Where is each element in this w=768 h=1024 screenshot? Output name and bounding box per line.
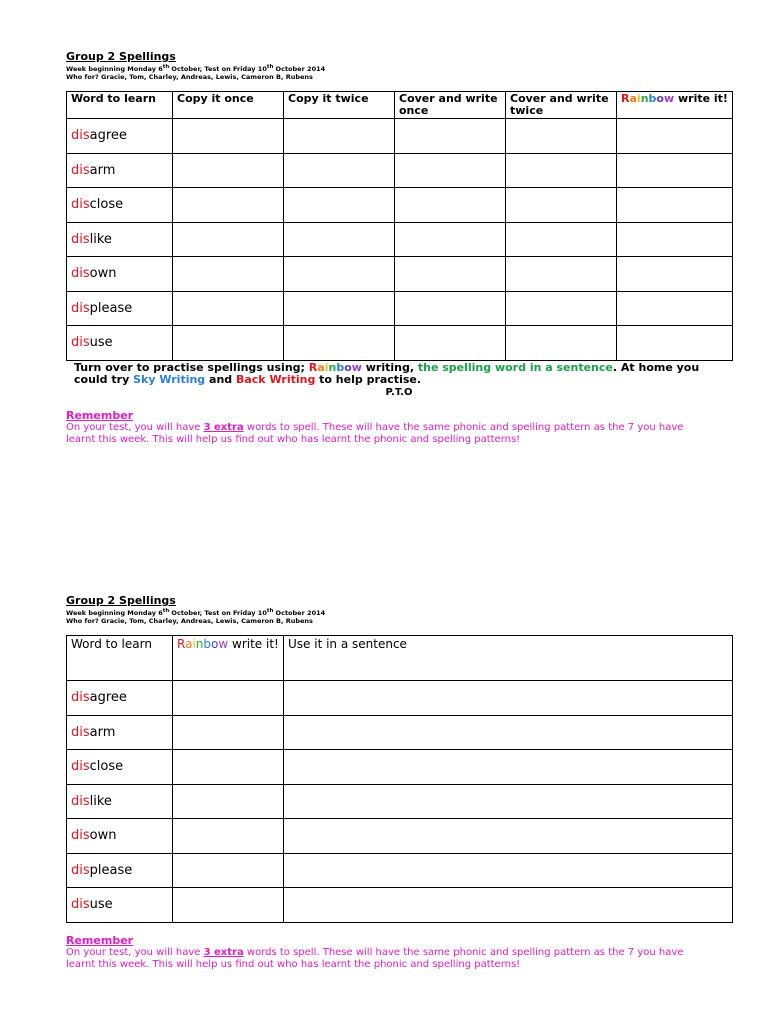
sheet-top <box>66 50 732 446</box>
remember-heading: Remember <box>66 408 134 422</box>
answer-cell[interactable] <box>173 222 284 257</box>
header-word-to-learn: Word to learn <box>67 92 173 119</box>
answer-cell[interactable] <box>506 257 617 292</box>
answer-cell[interactable] <box>173 291 284 326</box>
answer-cell[interactable] <box>173 819 284 854</box>
word-stem: use <box>89 335 113 351</box>
answer-cell[interactable] <box>395 291 506 326</box>
word-stem: arm <box>89 162 116 178</box>
sheet-bottom <box>66 594 732 971</box>
spelling-word <box>67 681 173 716</box>
word-row <box>67 681 733 716</box>
answer-cell[interactable] <box>284 715 733 750</box>
answer-cell[interactable] <box>284 888 733 923</box>
word-prefix: dis <box>71 197 90 213</box>
spelling-table-1 <box>66 91 733 361</box>
answer-cell[interactable] <box>284 784 733 819</box>
table-header-row <box>67 92 733 119</box>
word-stem: agree <box>89 128 127 144</box>
answer-cell[interactable] <box>395 326 506 361</box>
header-use-in-sentence: Use it in a sentence <box>284 636 733 681</box>
remember-note <box>66 410 732 446</box>
answer-cell[interactable] <box>173 853 284 888</box>
sky-writing: Sky Writing <box>133 372 206 386</box>
word-prefix: dis <box>71 828 90 844</box>
answer-cell[interactable] <box>284 681 733 716</box>
answer-cell[interactable] <box>284 222 395 257</box>
word-row <box>67 188 733 223</box>
word-prefix: dis <box>71 300 90 316</box>
word-stem: own <box>89 266 117 282</box>
word-prefix: dis <box>71 266 90 282</box>
answer-cell[interactable] <box>284 326 395 361</box>
answer-cell[interactable] <box>173 257 284 292</box>
header-word-to-learn: Word to learn <box>67 636 173 681</box>
word-row <box>67 257 733 292</box>
spelling-word <box>67 257 173 292</box>
week-info: Week beginning Monday 6th October, Test on Friday 10th October 2014 <box>66 64 326 74</box>
rainbow-word: Rainbow <box>621 92 675 106</box>
remember-text: On your test, you will have 3 extra words to spell. These will have the same phonic and spelling pattern as the 7 you have learnt this week. This will help us find out who has learnt the phonic and spelling patterns! <box>66 421 684 445</box>
pto-label: P.T.O <box>385 386 413 398</box>
header-copy-once: Copy it once <box>173 92 284 119</box>
header-cover-write-twice: Cover and write twice <box>506 92 617 119</box>
back-writing: Back Writing <box>235 372 316 386</box>
spelling-word <box>67 750 173 785</box>
answer-cell[interactable] <box>617 119 733 154</box>
answer-cell[interactable] <box>395 153 506 188</box>
answer-cell[interactable] <box>284 153 395 188</box>
remember-heading: Remember <box>66 933 134 947</box>
practice-instructions: Turn over to practise spellings using; Rainbow writing, the spelling word in a sentence. At home you could try Sky Writing and Back Writing to help practise. <box>74 360 700 386</box>
sentence-hint: the spelling word in a sentence <box>417 360 613 374</box>
answer-cell[interactable] <box>173 888 284 923</box>
word-prefix: dis <box>71 897 90 913</box>
answer-cell[interactable] <box>617 291 733 326</box>
answer-cell[interactable] <box>284 188 395 223</box>
answer-cell[interactable] <box>284 819 733 854</box>
spelling-word <box>67 784 173 819</box>
sheet-title: Group 2 Spellings <box>66 594 176 607</box>
answer-cell[interactable] <box>173 681 284 716</box>
spelling-word <box>67 326 173 361</box>
answer-cell[interactable] <box>173 119 284 154</box>
answer-cell[interactable] <box>173 153 284 188</box>
word-row <box>67 326 733 361</box>
word-row <box>67 750 733 785</box>
word-stem: please <box>89 862 133 878</box>
word-stem: use <box>89 897 113 913</box>
word-stem: agree <box>89 690 127 706</box>
header-cover-write-once: Cover and write once <box>395 92 506 119</box>
word-prefix: dis <box>71 162 90 178</box>
word-row <box>67 222 733 257</box>
answer-cell[interactable] <box>173 784 284 819</box>
answer-cell[interactable] <box>173 326 284 361</box>
word-prefix: dis <box>71 793 90 809</box>
spelling-word <box>67 188 173 223</box>
word-prefix: dis <box>71 862 90 878</box>
answer-cell[interactable] <box>617 257 733 292</box>
who-for: Who for? Gracie, Tom, Charley, Andreas, Lewis, Cameron B, Rubens <box>66 617 313 626</box>
word-row <box>67 153 733 188</box>
answer-cell[interactable] <box>395 222 506 257</box>
answer-cell[interactable] <box>284 257 395 292</box>
who-for: Who for? Gracie, Tom, Charley, Andreas, Lewis, Cameron B, Rubens <box>66 73 313 82</box>
answer-cell[interactable] <box>284 119 395 154</box>
rainbow-word: Rainbow <box>308 360 362 374</box>
rainbow-word: Rainbow <box>177 637 229 652</box>
word-prefix: dis <box>71 128 90 144</box>
answer-cell[interactable] <box>617 326 733 361</box>
answer-cell[interactable] <box>506 222 617 257</box>
answer-cell[interactable] <box>506 119 617 154</box>
word-stem: like <box>89 793 112 809</box>
word-row <box>67 715 733 750</box>
word-prefix: dis <box>71 231 90 247</box>
remember-text: On your test, you will have 3 extra words to spell. These will have the same phonic and spelling pattern as the 7 you have learnt this week. This will help us find out who has learnt the phonic and spelling patterns! <box>66 946 684 970</box>
word-row <box>67 784 733 819</box>
word-row <box>67 119 733 154</box>
word-row <box>67 819 733 854</box>
word-stem: close <box>89 197 124 213</box>
answer-cell[interactable] <box>617 188 733 223</box>
week-info: Week beginning Monday 6th October, Test on Friday 10th October 2014 <box>66 608 326 618</box>
spelling-word <box>67 853 173 888</box>
word-stem: close <box>89 759 124 775</box>
spelling-word <box>67 819 173 854</box>
word-stem: like <box>89 231 112 247</box>
sheet-title: Group 2 Spellings <box>66 50 176 63</box>
answer-cell[interactable] <box>284 750 733 785</box>
word-stem: own <box>89 828 117 844</box>
spelling-word <box>67 715 173 750</box>
word-row <box>67 888 733 923</box>
answer-cell[interactable] <box>173 188 284 223</box>
word-row <box>67 853 733 888</box>
header-rainbow-write: Rainbow write it! <box>173 636 284 681</box>
remember-note <box>66 935 732 971</box>
answer-cell[interactable] <box>617 222 733 257</box>
answer-cell[interactable] <box>284 853 733 888</box>
spelling-word <box>67 888 173 923</box>
table-header-row <box>67 636 733 681</box>
answer-cell[interactable] <box>506 153 617 188</box>
spelling-word <box>67 291 173 326</box>
word-row <box>67 291 733 326</box>
answer-cell[interactable] <box>395 119 506 154</box>
answer-cell[interactable] <box>395 188 506 223</box>
word-stem: please <box>89 300 133 316</box>
spelling-word <box>67 119 173 154</box>
answer-cell[interactable] <box>395 257 506 292</box>
spelling-word <box>67 153 173 188</box>
answer-cell[interactable] <box>506 291 617 326</box>
answer-cell[interactable] <box>506 188 617 223</box>
spelling-table-2 <box>66 635 733 923</box>
word-prefix: dis <box>71 724 90 740</box>
answer-cell[interactable] <box>173 750 284 785</box>
answer-cell[interactable] <box>617 153 733 188</box>
word-prefix: dis <box>71 335 90 351</box>
answer-cell[interactable] <box>506 326 617 361</box>
answer-cell[interactable] <box>284 291 395 326</box>
header-copy-twice: Copy it twice <box>284 92 395 119</box>
word-prefix: dis <box>71 759 90 775</box>
word-stem: arm <box>89 724 116 740</box>
spelling-word <box>67 222 173 257</box>
word-prefix: dis <box>71 690 90 706</box>
header-rainbow-write: Rainbow write it! <box>617 92 733 119</box>
answer-cell[interactable] <box>173 715 284 750</box>
